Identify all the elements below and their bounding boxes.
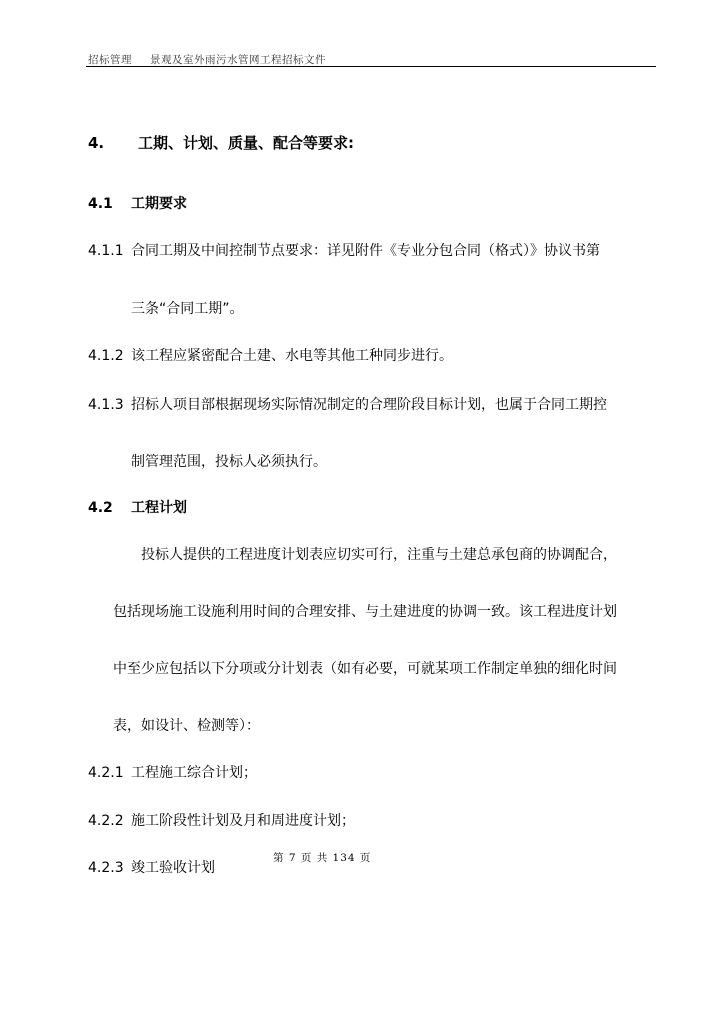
item-4-1-2 xyxy=(88,345,453,365)
item-4-1-3-continued: 制管理范围，投标人必须执行。 xyxy=(131,454,327,470)
item-4-2-1 xyxy=(88,762,257,782)
page-footer: 第 7 页 共 134 页 xyxy=(273,852,372,864)
item-number: 4.1.1 xyxy=(88,243,124,259)
item-text: 施工阶段性计划及月和周进度计划； xyxy=(131,813,355,829)
item-text: 工程施工综合计划； xyxy=(131,765,257,781)
section-number: 4.1 xyxy=(88,196,113,212)
paragraph-line: 投标人提供的工程进度计划表应切实可行，注重与土建总承包商的协调配合， xyxy=(141,547,617,563)
item-4-2-3 xyxy=(88,857,215,877)
item-text: 竣工验收计划 xyxy=(131,860,215,876)
item-4-1-1-continued: 三条“合同工期”。 xyxy=(131,301,244,317)
item-text: 该工程应紧密配合土建、水电等其他工种同步进行。 xyxy=(131,348,453,364)
paragraph-line: 表，如设计、检测等）： xyxy=(113,718,260,734)
paragraph-line: 中至少应包括以下分项或分计划表（如有必要，可就某项工作制定单独的细化时间 xyxy=(113,661,617,677)
header-rule xyxy=(86,66,656,67)
section-number: 4. xyxy=(88,134,105,152)
section-4-heading xyxy=(88,132,354,153)
item-number: 4.2.2 xyxy=(88,813,124,829)
header-right: 景观及室外雨污水管网工程招标文件 xyxy=(150,54,326,66)
section-number: 4.2 xyxy=(88,500,113,516)
item-number: 4.1.2 xyxy=(88,348,124,364)
section-title: 工程计划 xyxy=(131,500,187,516)
item-4-1-3 xyxy=(88,394,607,414)
item-4-2-2 xyxy=(88,810,355,830)
paragraph-line: 包括现场施工设施利用时间的合理安排、与土建进度的协调一致。该工程进度计划 xyxy=(113,604,617,620)
item-text: 合同工期及中间控制节点要求：详见附件《专业分包合同（格式）》协议书第 xyxy=(131,243,600,259)
item-4-1-1 xyxy=(88,240,600,260)
section-title: 工期、计划、质量、配合等要求: xyxy=(138,134,355,152)
header-left: 招标管理 xyxy=(88,54,132,66)
item-number: 4.2.1 xyxy=(88,765,124,781)
page-header xyxy=(88,52,326,67)
section-title: 工期要求 xyxy=(131,196,187,212)
section-4-1-heading xyxy=(88,193,187,213)
item-number: 4.1.3 xyxy=(88,397,124,413)
section-4-2-heading xyxy=(88,497,187,517)
item-text: 招标人项目部根据现场实际情况制定的合理阶段目标计划，也属于合同工期控 xyxy=(131,397,607,413)
item-number: 4.2.3 xyxy=(88,860,124,876)
